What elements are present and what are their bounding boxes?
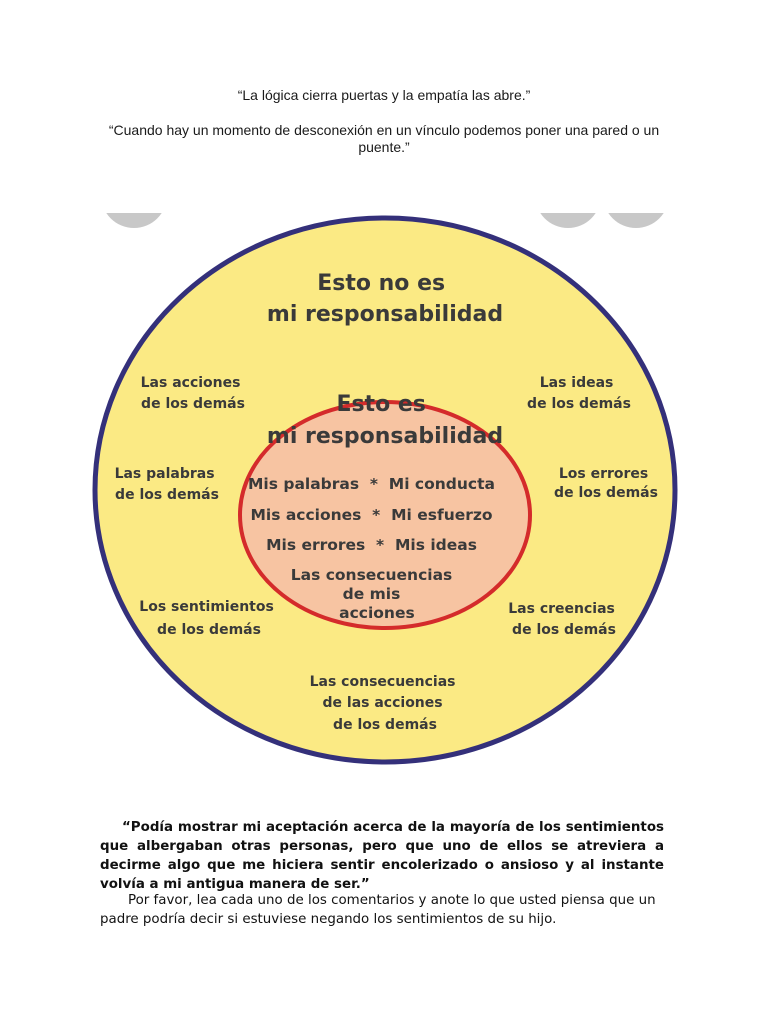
outer-item-acciones-1: Las acciones — [140, 375, 241, 391]
outer-item-sentimientos-1: Los sentimientos — [139, 599, 274, 615]
outer-item-acciones-2: de los demás — [141, 396, 245, 412]
outer-item-errores-2: de los demás — [554, 485, 658, 501]
outer-item-palabras-1: Las palabras — [114, 466, 215, 482]
outer-item-sentimientos-2: de los demás — [157, 622, 261, 638]
inner-item-consecuencias-2: de mis — [342, 585, 401, 603]
inner-title-line-1: Esto es — [336, 392, 426, 417]
outer-item-creencias-1: Las creencias — [508, 601, 615, 617]
outer-item-consecuencias-1: Las consecuencias — [309, 674, 456, 690]
outer-item-consecuencias-2: de las acciones — [322, 695, 443, 711]
quote-disconnection: “Cuando hay un momento de desconexión en un vínculo podemos poner una pared o un puente.” — [108, 122, 660, 155]
inner-title-line-2: mi responsabilidad — [266, 424, 504, 449]
inner-item-errores-ideas: Mis errores * Mis ideas — [266, 536, 477, 554]
outer-item-ideas-2: de los demás — [527, 396, 631, 412]
inner-item-consecuencias-3: acciones — [339, 604, 415, 622]
outer-item-consecuencias-3: de los demás — [333, 717, 437, 733]
quote-logic-empathy: “La lógica cierra puertas y la empatía las abre.” — [237, 87, 531, 103]
inner-item-palabras-conducta: Mis palabras * Mi conducta — [248, 475, 496, 493]
instruction-paragraph: Por favor, lea cada uno de los comentarios y anote lo que usted piensa que un padre podría decir si estuviese negando los sentimientos de su hijo. — [100, 893, 656, 928]
outer-title-line-1: Esto no es — [317, 271, 446, 296]
bold-quote-paragraph: “Podía mostrar mi aceptación acerca de la mayoría de los sentimientos que albergaban otras personas, pero que uno de ellos se atreviera a decirme algo que me hiciera sentir encolerizado o ansioso y al instante volvía a mi antigua manera de ser.” — [100, 820, 664, 893]
outer-item-ideas-1: Las ideas — [539, 375, 614, 391]
inner-item-consecuencias-1: Las consecuencias — [290, 566, 453, 584]
outer-item-palabras-2: de los demás — [115, 487, 219, 503]
responsibility-circle-diagram — [0, 195, 768, 775]
outer-title-line-2: mi responsabilidad — [266, 302, 504, 327]
inner-item-acciones-esfuerzo: Mis acciones * Mi esfuerzo — [250, 506, 493, 524]
outer-item-errores-1: Los errores — [558, 466, 649, 482]
outer-item-creencias-2: de los demás — [512, 622, 616, 638]
